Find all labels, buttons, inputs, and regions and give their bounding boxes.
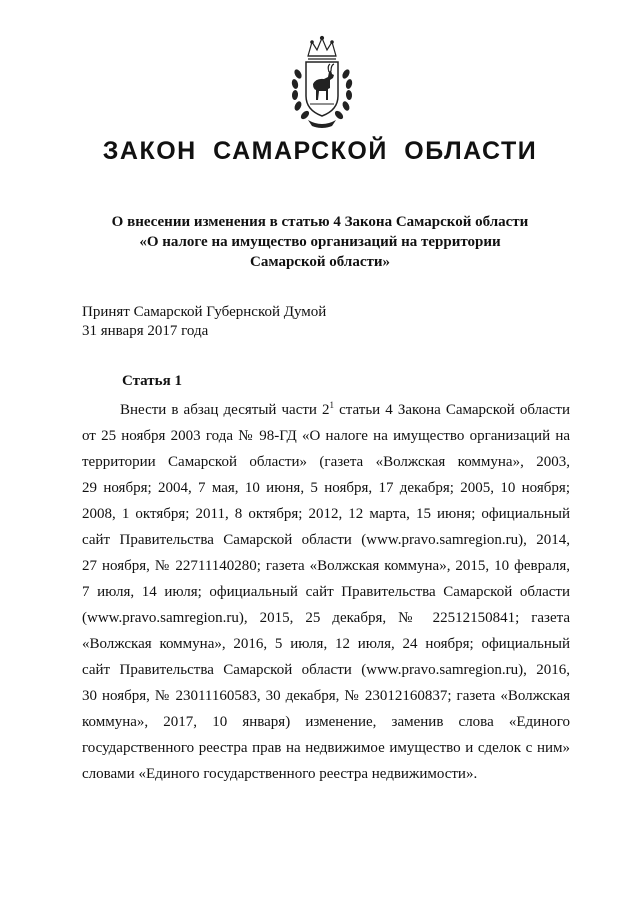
article-body-line: коммуна», 2017, 10 января) изменение, заменив слова «Единого xyxy=(82,714,570,730)
subtitle-line: Самарской области» xyxy=(250,254,390,270)
article-body-line: (www.pravo.samregion.ru), 2015, 25 декабря, № 22512150841; газета xyxy=(82,610,570,626)
article-body-line: 27 ноября, № 22711140280; газета «Волжская коммуна», 2015, 10 февраля, xyxy=(82,558,570,574)
article-body-line: 2008, 1 октября; 2011, 8 октября; 2012, 12 марта, 15 июня; официальный xyxy=(82,506,570,522)
adopted-by: Принят Самарской Губернской Думой xyxy=(82,304,327,320)
subtitle-line: «О налоге на имущество организаций на территории xyxy=(139,234,501,250)
article-body xyxy=(82,397,570,787)
article-body-line: государственного реестра прав на недвижимое имущество и сделок с ним» xyxy=(82,740,570,756)
article-heading: Статья 1 xyxy=(122,373,182,389)
adoption-info xyxy=(82,303,326,341)
article-body-line: 29 ноября; 2004, 7 мая, 10 июня, 5 ноября, 17 декабря; 2005, 10 ноября; xyxy=(82,480,570,496)
article-body-line: 7 июля, 14 июля; официальный сайт Правительства Самарской области xyxy=(82,584,570,600)
article-body-line: «Волжская коммуна», 2016, 5 июля, 12 июля, 24 ноября; официальный xyxy=(82,636,570,652)
coat-of-arms-icon xyxy=(286,34,358,130)
article-body-line: сайт Правительства Самарской области (www.pravo.samregion.ru), 2014, xyxy=(82,532,570,548)
article-body-line: 30 ноября, № 23011160583, 30 декабря, № 23012160837; газета «Волжская xyxy=(82,688,570,704)
law-subtitle xyxy=(0,212,640,272)
article-body-line: Внести в абзац десятый части $2^1$ статьи 4 Закона Самарской области xyxy=(120,400,570,418)
law-title: ЗАКОН САМАРСКОЙ ОБЛАСТИ xyxy=(102,137,538,165)
article-body-line: территории Самарской области» (газета «Волжская коммуна», 2003, xyxy=(82,454,570,470)
article-body-line: сайт Правительства Самарской области (www.pravo.samregion.ru), 2016, xyxy=(82,662,570,678)
adoption-date: 31 января 2017 года xyxy=(82,323,209,339)
article-body-line: от 25 ноября 2003 года № 98-ГД «О налоге на имущество организаций на xyxy=(82,428,570,444)
superscript: 1 xyxy=(329,400,335,410)
article-body-line: словами «Единого государственного реестра недвижимости». xyxy=(82,766,478,782)
subtitle-line: О внесении изменения в статью 4 Закона Самарской области xyxy=(111,214,529,230)
